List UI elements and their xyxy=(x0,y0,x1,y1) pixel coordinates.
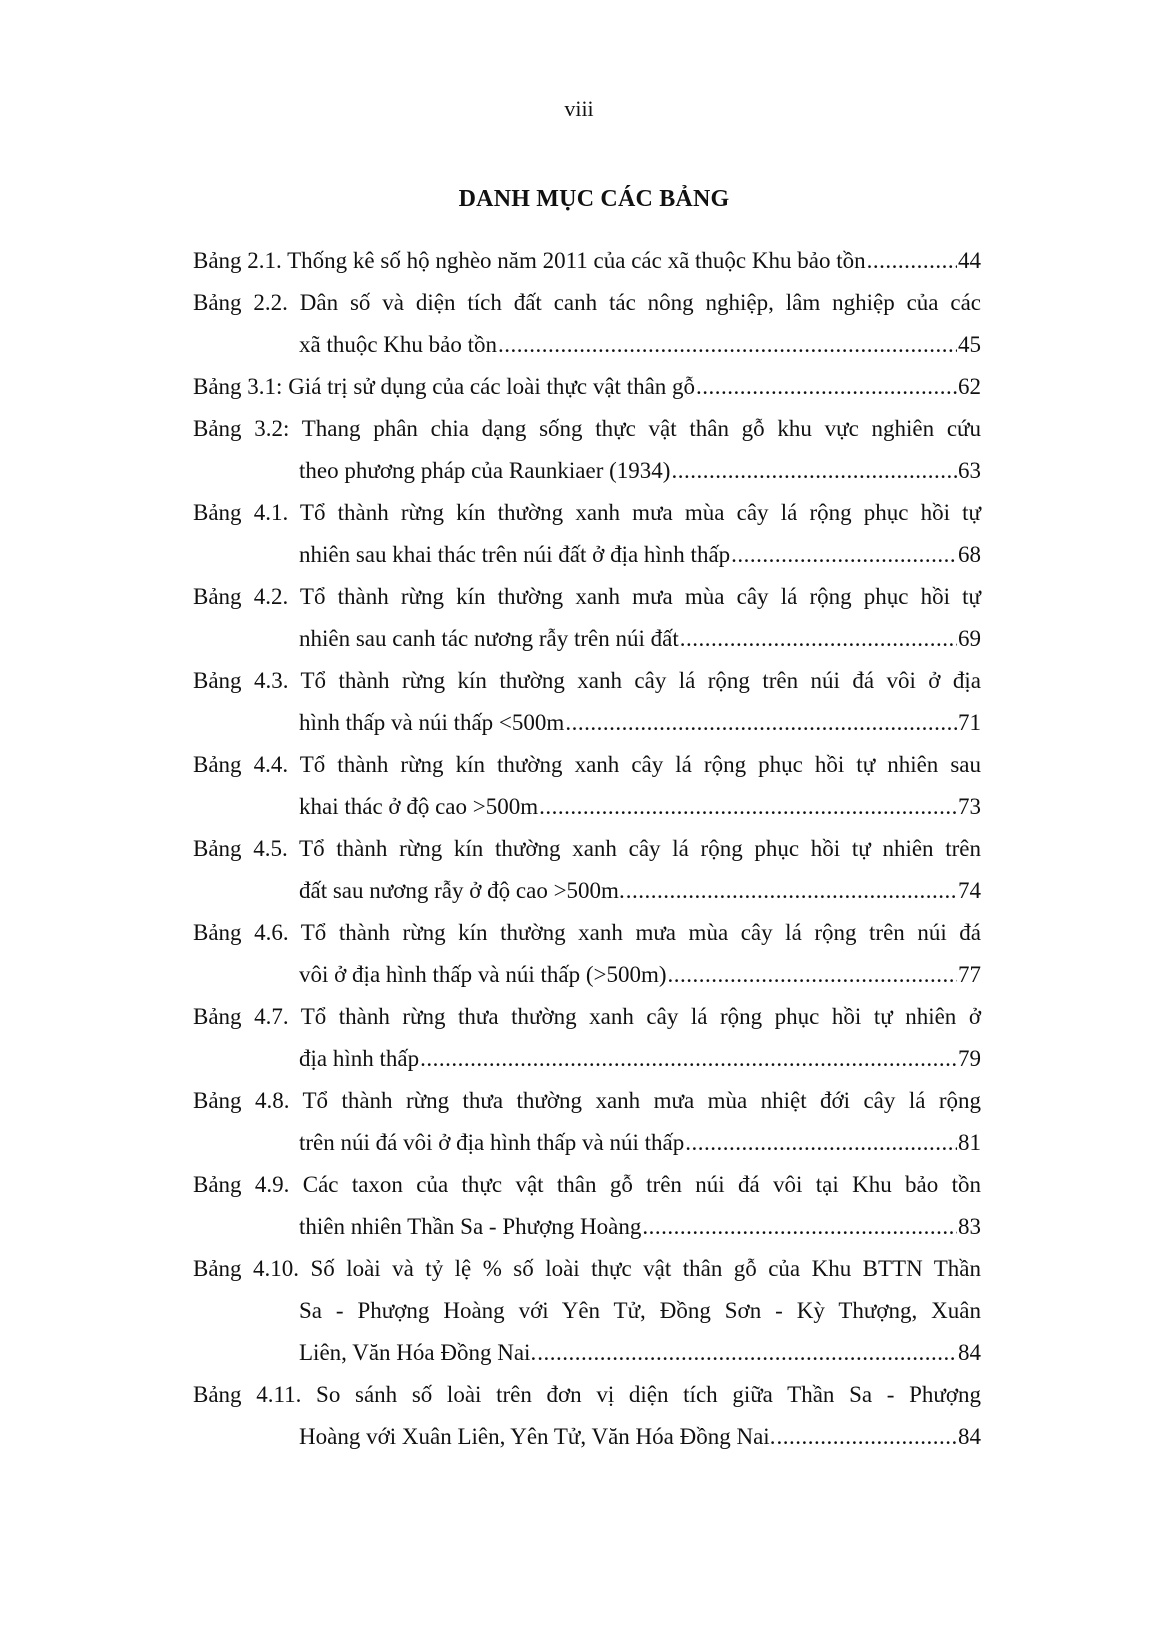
entry-text: trên núi đá vôi ở địa hình thấp và núi thấp xyxy=(299,1130,685,1155)
dot-leader xyxy=(498,324,957,366)
entry-text: Bảng 4.11. So sánh số loài trên đơn vị diện tích giữa Thần Sa - Phượng xyxy=(193,1382,981,1407)
entry-text: Bảng 4.3. Tổ thành rừng kín thường xanh cây lá rộng trên núi đá vôi ở địa xyxy=(193,668,981,693)
toc-entry[interactable] xyxy=(193,408,981,492)
entry-text: Bảng 4.6. Tổ thành rừng kín thường xanh mưa mùa cây lá rộng trên núi đá xyxy=(193,920,981,945)
page-ref: 69 xyxy=(958,626,981,651)
entry-text: hình thấp và núi thấp <500m xyxy=(299,710,565,735)
entry-text: Bảng 3.1: Giá trị sử dụng của các loài thực vật thân gỗ xyxy=(193,374,696,399)
toc-entry[interactable] xyxy=(193,744,981,828)
entry-text: theo phương pháp của Raunkiaer (1934) xyxy=(299,458,671,483)
entry-text: thiên nhiên Thần Sa - Phượng Hoàng xyxy=(299,1214,642,1239)
entry-text: vôi ở địa hình thấp và núi thấp (>500m) xyxy=(299,962,667,987)
dot-leader xyxy=(671,450,957,492)
page-ref: 79 xyxy=(958,1046,981,1071)
dot-leader xyxy=(626,870,957,912)
page-ref: 81 xyxy=(958,1130,981,1155)
entry-text: Liên, Văn Hóa Đồng Nai. xyxy=(299,1340,537,1365)
page-title: DANH MỤC CÁC BẢNG xyxy=(458,186,730,212)
entry-text: khai thác ở độ cao >500m xyxy=(299,794,539,819)
toc-entry[interactable] xyxy=(193,240,981,282)
page-number: viii xyxy=(564,96,594,121)
entry-text: Bảng 4.1. Tổ thành rừng kín thường xanh mưa mùa cây lá rộng phục hồi tự xyxy=(193,500,981,525)
page-ref: 73 xyxy=(958,794,981,819)
entry-text: Bảng 4.5. Tổ thành rừng kín thường xanh cây lá rộng phục hồi tự nhiên trên xyxy=(193,836,981,861)
toc-entry[interactable] xyxy=(193,576,981,660)
dot-leader xyxy=(867,240,957,282)
toc-entry[interactable] xyxy=(193,912,981,996)
entry-text: địa hình thấp xyxy=(299,1046,420,1071)
entry-text: Bảng 4.9. Các taxon của thực vật thân gỗ trên núi đá vôi tại Khu bảo tồn xyxy=(193,1172,981,1197)
page-ref: 63 xyxy=(958,458,981,483)
entry-text: nhiên sau canh tác nương rẫy trên núi đất xyxy=(299,626,679,651)
dot-leader xyxy=(776,1416,957,1458)
page-ref: 83 xyxy=(958,1214,981,1239)
page-ref: 45 xyxy=(958,332,981,357)
toc-entry[interactable] xyxy=(193,366,981,408)
entry-text: Sa - Phượng Hoàng với Yên Tử, Đồng Sơn - Kỳ Thượng, Xuân xyxy=(299,1298,981,1323)
page-ref: 71 xyxy=(958,710,981,735)
dot-leader xyxy=(642,1206,957,1248)
toc-entry[interactable] xyxy=(193,828,981,912)
entry-text: Bảng 4.8. Tổ thành rừng thưa thường xanh mưa mùa nhiệt đới cây lá rộng xyxy=(193,1088,981,1113)
entry-text: đất sau nương rẫy ở độ cao >500m. xyxy=(299,878,625,903)
page-ref: 84 xyxy=(958,1340,981,1365)
page-ref: 77 xyxy=(958,962,981,987)
entry-text: Bảng 2.1. Thống kê số hộ nghèo năm 2011 của các xã thuộc Khu bảo tồn xyxy=(193,248,866,273)
toc-entry[interactable] xyxy=(193,1164,981,1248)
page-ref: 68 xyxy=(958,542,981,567)
dot-leader xyxy=(731,534,957,576)
toc-entry[interactable] xyxy=(193,996,981,1080)
entry-text: Bảng 4.4. Tổ thành rừng kín thường xanh cây lá rộng phục hồi tự nhiên sau xyxy=(193,752,981,777)
toc-entry[interactable] xyxy=(193,1374,981,1458)
page-ref: 62 xyxy=(958,374,981,399)
dot-leader xyxy=(696,366,957,408)
dot-leader xyxy=(420,1038,957,1080)
entry-text: Bảng 2.2. Dân số và diện tích đất canh tác nông nghiệp, lâm nghiệp của các xyxy=(193,290,981,315)
dot-leader xyxy=(685,1122,957,1164)
entry-text: Hoàng với Xuân Liên, Yên Tử, Văn Hóa Đồng Nai. xyxy=(299,1424,776,1449)
page-ref: 74 xyxy=(958,878,981,903)
toc-entry[interactable] xyxy=(193,492,981,576)
entry-text: Bảng 4.2. Tổ thành rừng kín thường xanh mưa mùa cây lá rộng phục hồi tự xyxy=(193,584,981,609)
entry-text: xã thuộc Khu bảo tồn xyxy=(299,332,498,357)
dot-leader xyxy=(565,702,957,744)
toc-entry[interactable] xyxy=(193,1080,981,1164)
dot-leader xyxy=(537,1332,957,1374)
dot-leader xyxy=(668,954,957,996)
entry-text: nhiên sau khai thác trên núi đất ở địa hình thấp xyxy=(299,542,731,567)
toc-entry[interactable] xyxy=(193,660,981,744)
entry-text: Bảng 4.10. Số loài và tỷ lệ % số loài thực vật thân gỗ của Khu BTTN Thần xyxy=(193,1256,981,1281)
toc-entry[interactable] xyxy=(193,1248,981,1374)
toc-entry[interactable] xyxy=(193,282,981,366)
entry-text: Bảng 3.2: Thang phân chia dạng sống thực vật thân gỗ khu vực nghiên cứu xyxy=(193,416,981,441)
entry-text: Bảng 4.7. Tổ thành rừng thưa thường xanh cây lá rộng phục hồi tự nhiên ở xyxy=(193,1004,981,1029)
dot-leader xyxy=(539,786,957,828)
table-list xyxy=(193,240,981,1458)
page-ref: 84 xyxy=(958,1424,981,1449)
dot-leader xyxy=(680,618,957,660)
page-ref: 44 xyxy=(958,248,981,273)
